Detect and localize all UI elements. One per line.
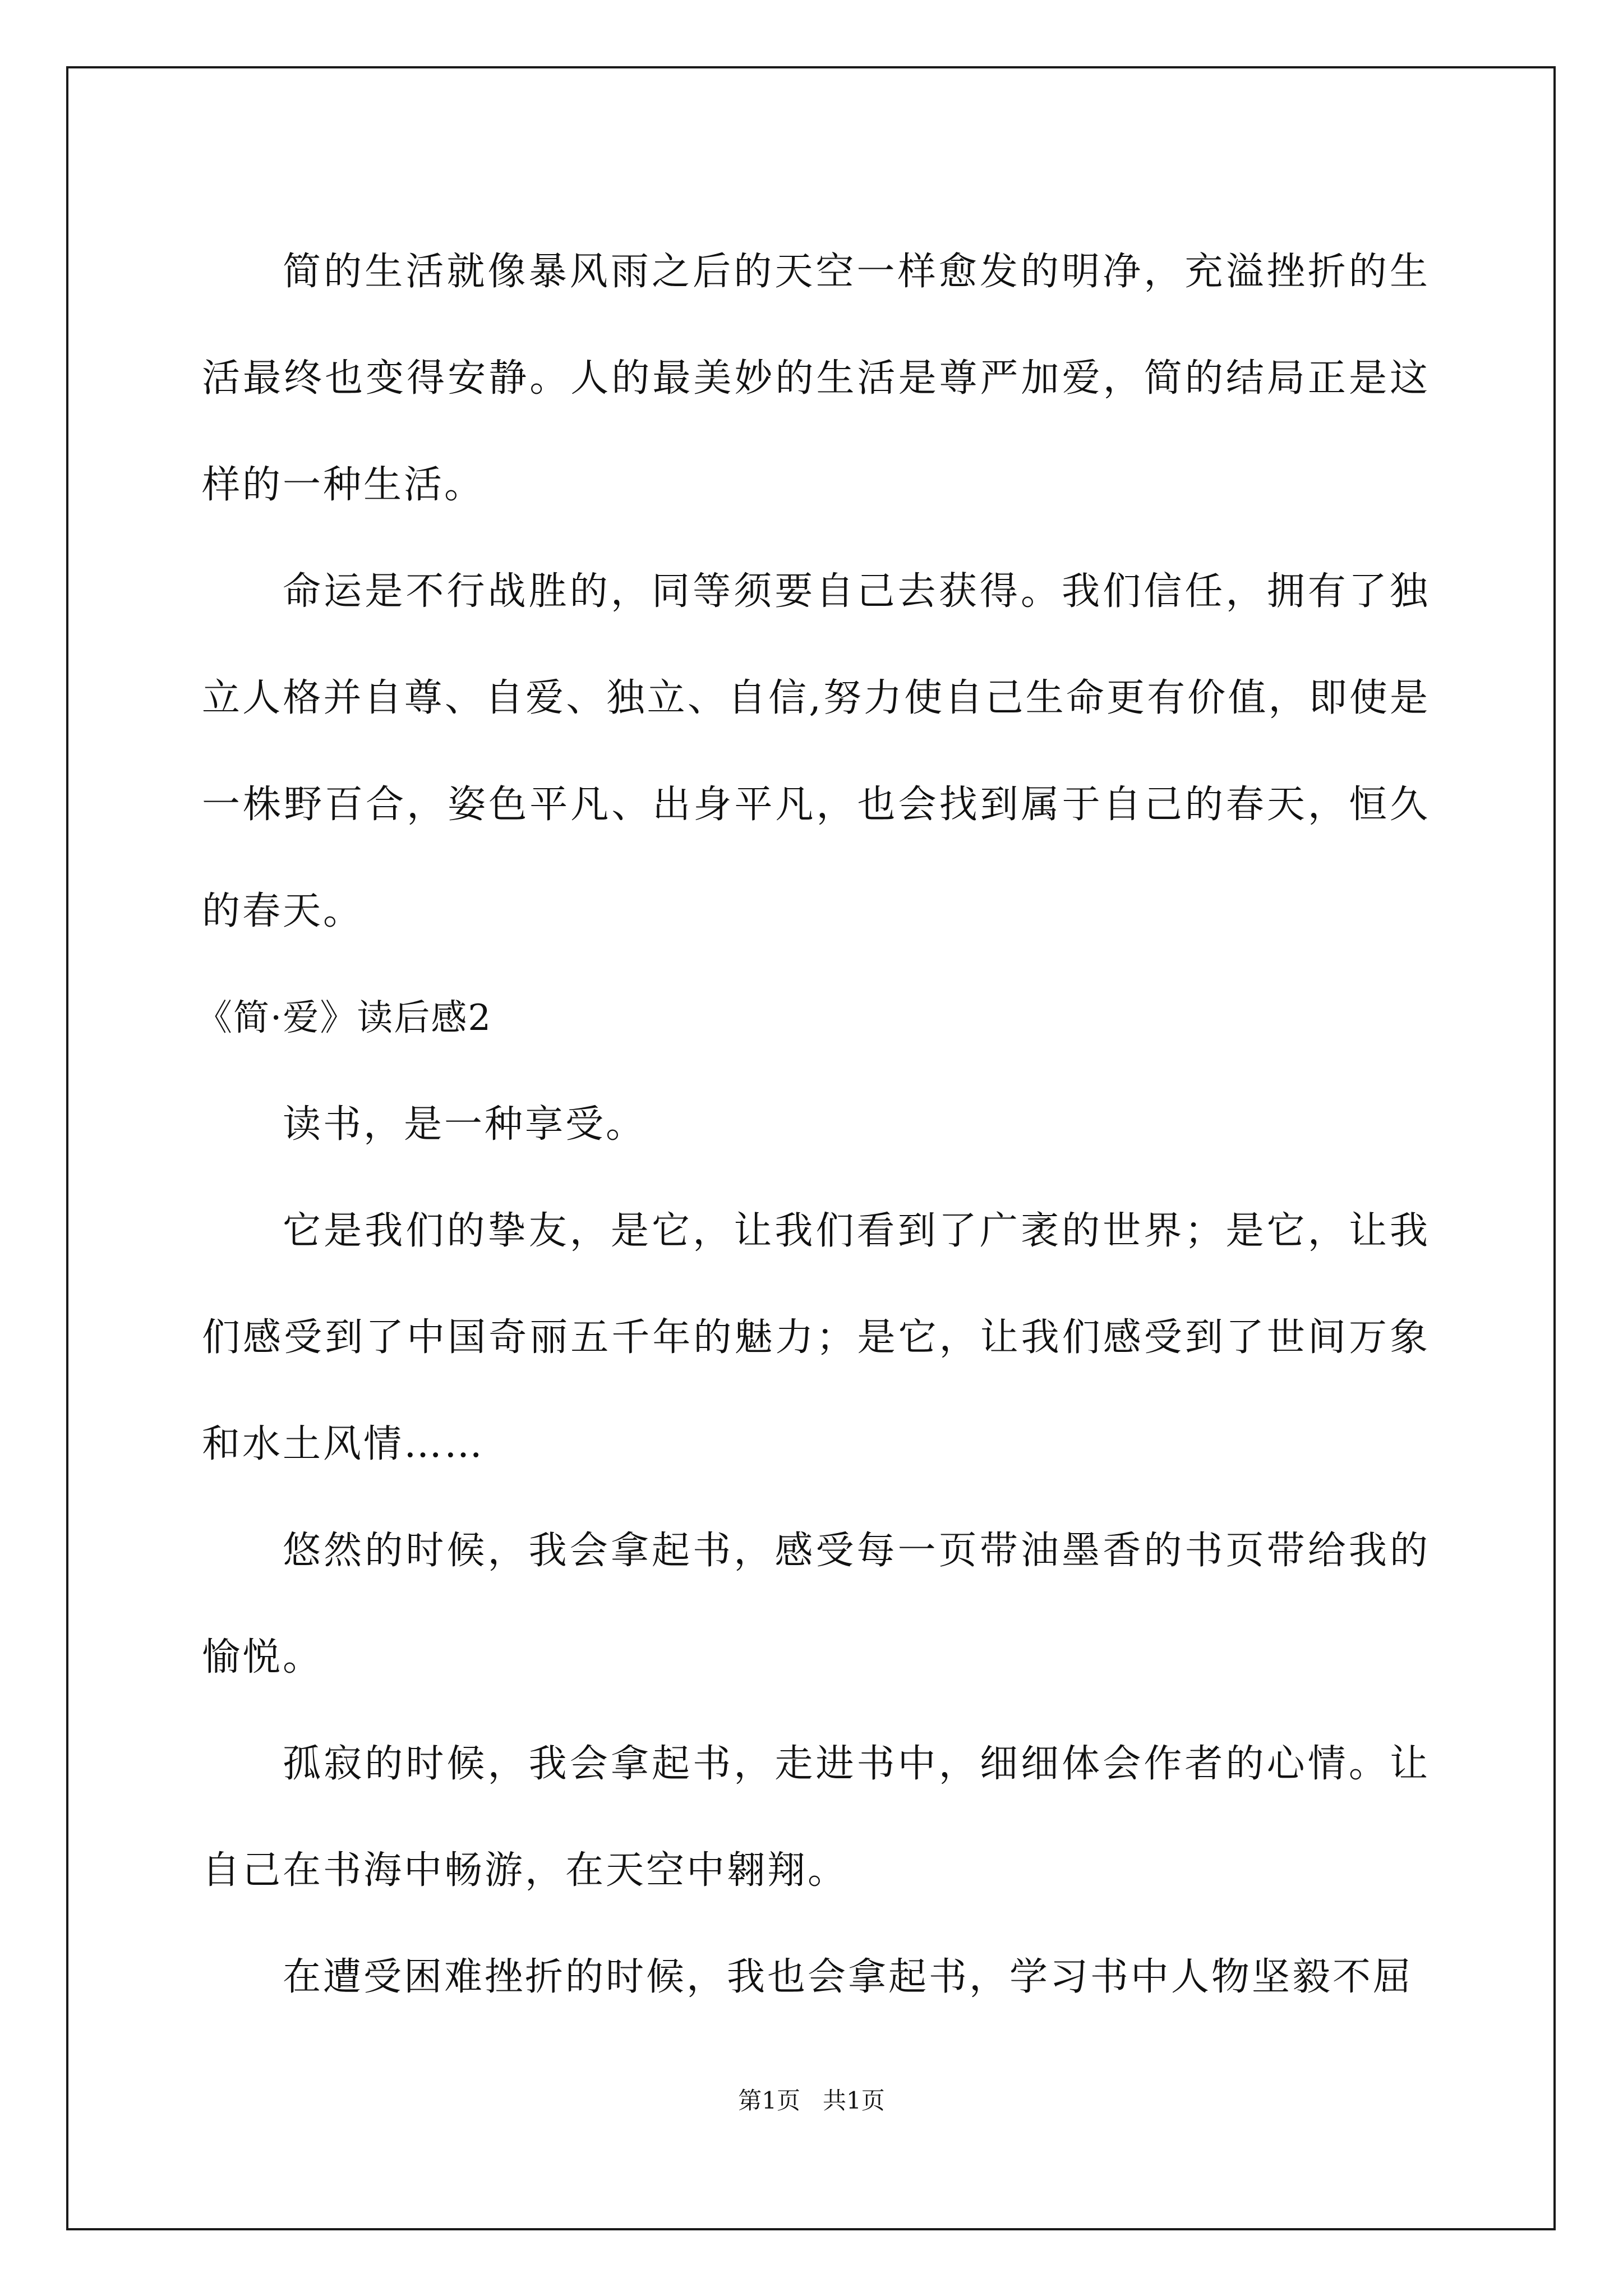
page-footer: 第1页 共1页 (738, 2087, 885, 2114)
paragraph: 命运是不行战胜的，同等须要自己去获得。我们信任，拥有了独立人格并自尊、自爱、独立、自信,努力使自己生命更有价值，即使是一株野百合，姿色平凡、出身平凡，也会找到属于自己的春天，恒久的春天。 (202, 569, 1430, 933)
section-heading: 《简·爱》读后感2 (196, 997, 492, 1039)
paragraph: 读书，是一种享受。 (283, 1102, 647, 1147)
paragraph: 孤寂的时候，我会拿起书，走进书中，细细体会作者的心情。让自己在书海中畅游，在天空中翱翔。 (202, 1742, 1430, 1893)
document-body (196, 219, 1430, 2031)
paragraph: 悠然的时候，我会拿起书，感受每一页带油墨香的书页带给我的愉悦。 (202, 1529, 1430, 1680)
paragraph: 它是我们的挚友，是它，让我们看到了广袤的世界；是它，让我们感受到了中国奇丽五千年的魅力；是它，让我们感受到了世间万象和水土风情…… (202, 1209, 1430, 1466)
paragraph: 在遭受困难挫折的时候，我也会拿起书，学习书中人物坚毅不屈 (283, 1955, 1414, 1999)
paragraph: 简的生活就像暴风雨之后的天空一样愈发的明净，充溢挫折的生活最终也变得安静。人的最美妙的生活是尊严加爱，简的结局正是这样的一种生活。 (202, 250, 1430, 507)
